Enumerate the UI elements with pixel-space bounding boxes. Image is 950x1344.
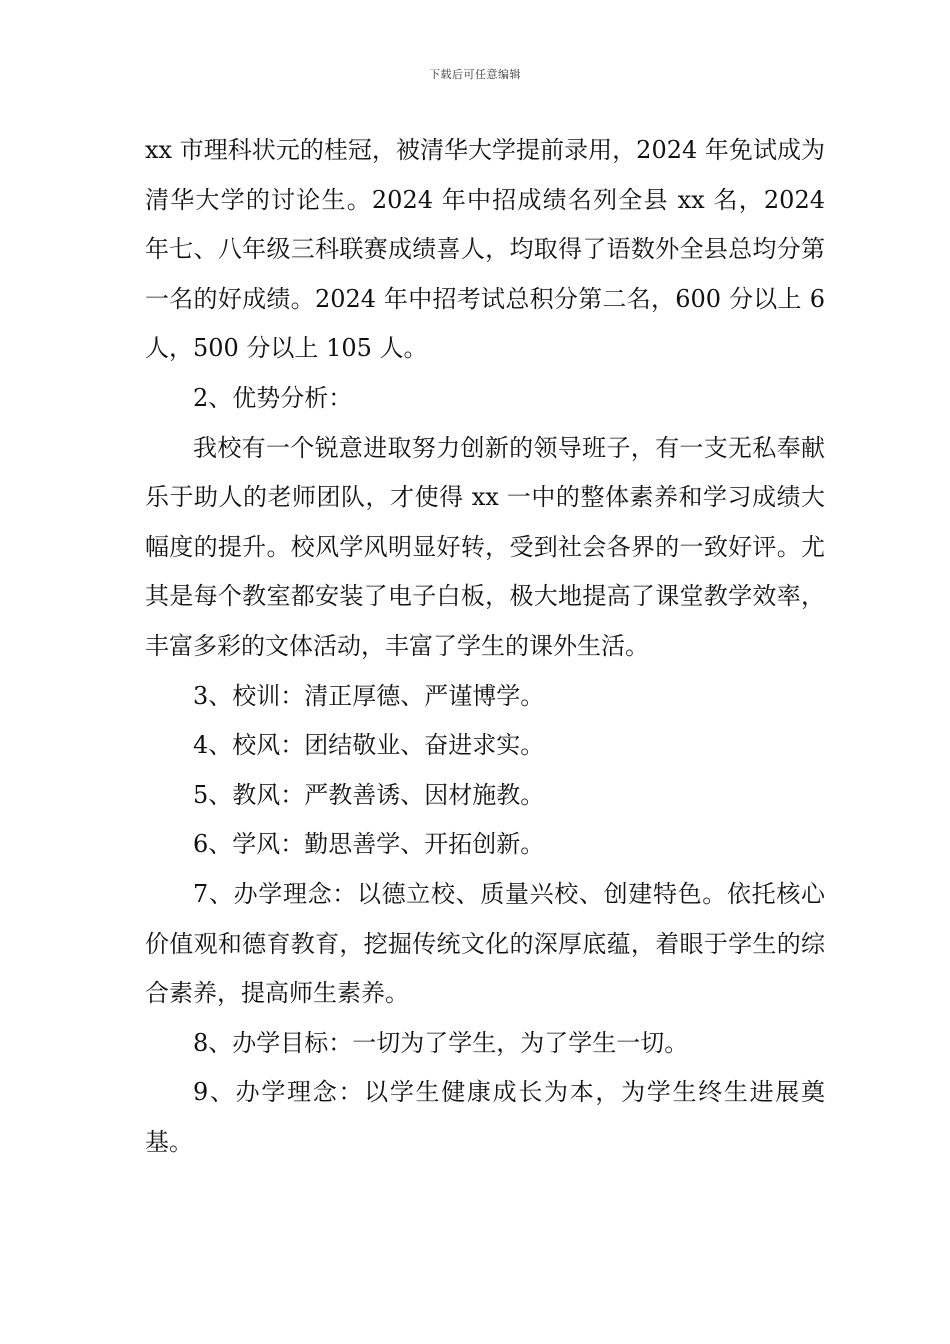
- paragraph-advantages: 我校有一个锐意进取努力创新的领导班子，有一支无私奉献乐于助人的老师团队，才使得 xx 一中的整体素养和学习成绩大幅度的提升。校风学风明显好转，受到社会各界的一致好评。尤其是每个教室都安装了电子白板，极大地提高了课堂教学效率，丰富多彩的文体活动，丰富了学生的课外生活。: [145, 433, 825, 660]
- item-school-goal: 8、办学目标：一切为了学生，为了学生一切。: [193, 1028, 689, 1057]
- page-header: 下载后可任意编辑: [429, 68, 521, 81]
- item-school-spirit: 4、校风：团结敬业、奋进求实。: [193, 731, 545, 760]
- item-teaching-style: 5、教风：严教善诱、因材施教。: [193, 780, 545, 809]
- item-school-motto: 3、校训：清正厚德、严谨博学。: [193, 681, 545, 710]
- heading-advantage-analysis: 2、优势分析：: [193, 383, 353, 412]
- item-school-philosophy: 7、办学理念：以德立校、质量兴校、创建特色。依托核心价值观和德育教育，挖掘传统文化的深厚底蕴，着眼于学生的综合素养，提高师生素养。: [145, 879, 825, 1008]
- item-school-philosophy-2: 9、办学理念：以学生健康成长为本，为学生终生进展奠基。: [145, 1078, 825, 1156]
- document-body: [145, 126, 825, 1167]
- item-study-style: 6、学风：勤思善学、开拓创新。: [193, 830, 545, 859]
- paragraph-achievements: xx 市理科状元的桂冠，被清华大学提前录用，2024 年免试成为清华大学的讨论生。2024 年中招成绩名列全县 xx 名，2024 年七、八年级三科联赛成绩喜人，均取得了语数外全县总均分第一名的好成绩。2024 年中招考试总积分第二名，600 分以上 6 人，500 分以上 105 人。: [145, 136, 825, 363]
